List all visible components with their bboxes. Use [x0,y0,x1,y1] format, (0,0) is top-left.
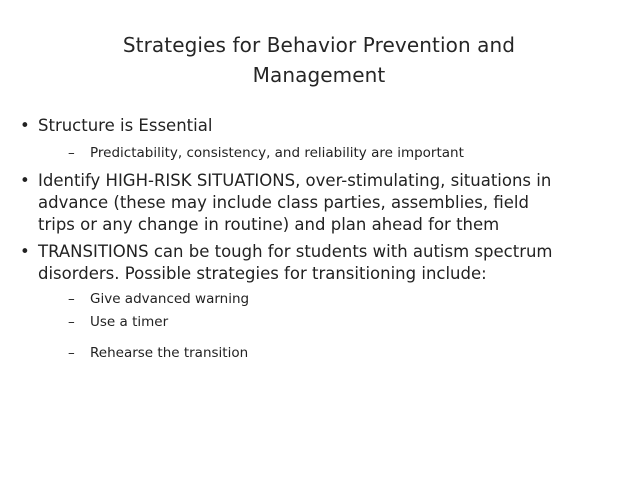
sub-bullet-item [68,344,610,362]
title-line: Strategies for Behavior Prevention and [122,33,516,57]
bullet-item [20,170,618,236]
bullet-item [20,115,618,137]
sub-bullet-text: Use a timer [90,314,169,330]
bullet-item [20,241,618,285]
sub-bullet-marker: – [68,145,75,161]
sub-bullet-marker: – [68,291,75,307]
bullet-text: trips or any change in routine) and plan ahead for them [38,215,500,234]
sub-bullet-text: Predictability, consistency, and reliability are important [90,145,464,161]
sub-bullet-marker: – [68,345,75,361]
bullet-text: TRANSITIONS can be tough for students with autism spectrum [38,242,553,261]
sub-bullet-text: Rehearse the transition [90,345,249,361]
sub-bullet-marker: – [68,314,75,330]
bullet-text: Structure is Essential [38,116,213,135]
bullet-text: advance (these may include class parties, assemblies, field [38,193,529,212]
bullet-marker: • [20,116,30,135]
bullet-text: Identify HIGH-RISK SITUATIONS, over-stimulating, situations in [38,171,552,190]
sub-bullet-item [68,313,610,331]
sub-bullet-text: Give advanced warning [90,291,250,307]
bullet-marker: • [20,242,30,261]
sub-bullet-item [68,144,610,162]
bullet-marker: • [20,171,30,190]
title-line: Management [252,63,386,87]
slide-title [0,30,638,90]
sub-bullet-item [68,290,610,308]
bullet-text: disorders. Possible strategies for transitioning include: [38,264,487,283]
